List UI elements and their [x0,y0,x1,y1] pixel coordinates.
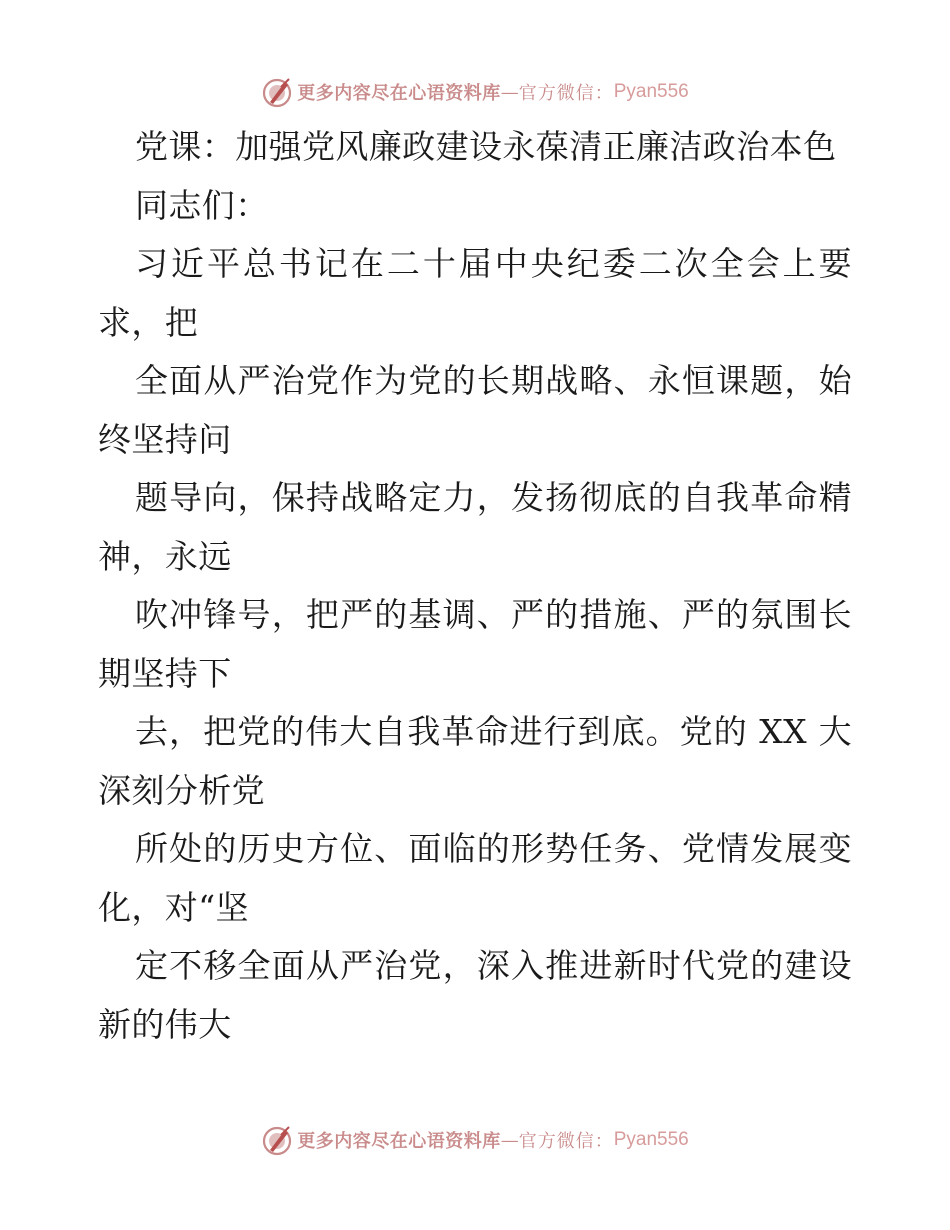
salutation: 同志们： [135,185,269,225]
text-line: 终坚持问 [98,419,232,459]
watermark-separator: — [500,1129,519,1151]
text-line: 求，把 [98,302,199,342]
document-title: 党课：加强党风廉政建设永葆清正廉洁政治本色 [135,127,837,166]
watermark-handle: Pyan556 [613,81,689,102]
watermark-official-label: 官方微信： [518,1131,614,1152]
text-line: 习近平总书记在二十届中央纪委二次全会上要 [135,244,852,283]
text-line: 所处的历史方位、面临的形势任务、党情发展变 [135,829,852,868]
quill-logo-icon [261,76,293,108]
text-line: 化，对“坚 [98,887,249,927]
text-line: 吹冲锋号，把严的基调、严的措施、严的氛围长 [135,595,852,634]
quill-logo-icon [261,1124,293,1156]
text-line: 去，把党的伟大自我革命进行到底。党的 XX 大 [135,712,852,751]
watermark-handle: Pyan556 [613,1129,689,1150]
text-line: 全面从严治党作为党的长期战略、永恒课题，始 [135,361,852,400]
document-body [98,118,852,1054]
text-line: 题导向，保持战略定力，发扬彻底的自我革命精 [135,478,852,517]
watermark-brand: 更多内容尽在心语资料库 [297,1131,501,1152]
watermark-separator: — [500,81,519,103]
text-line: 神，永远 [98,536,232,576]
watermark-official-label: 官方微信： [518,83,614,104]
text-line: 期坚持下 [98,653,232,693]
watermark-brand: 更多内容尽在心语资料库 [297,83,501,104]
watermark-banner-top [0,72,950,112]
text-line: 深刻分析党 [98,770,265,810]
text-line: 新的伟大 [98,1004,232,1044]
watermark-banner-bottom [0,1120,950,1160]
text-line: 定不移全面从严治党，深入推进新时代党的建设 [135,946,852,985]
